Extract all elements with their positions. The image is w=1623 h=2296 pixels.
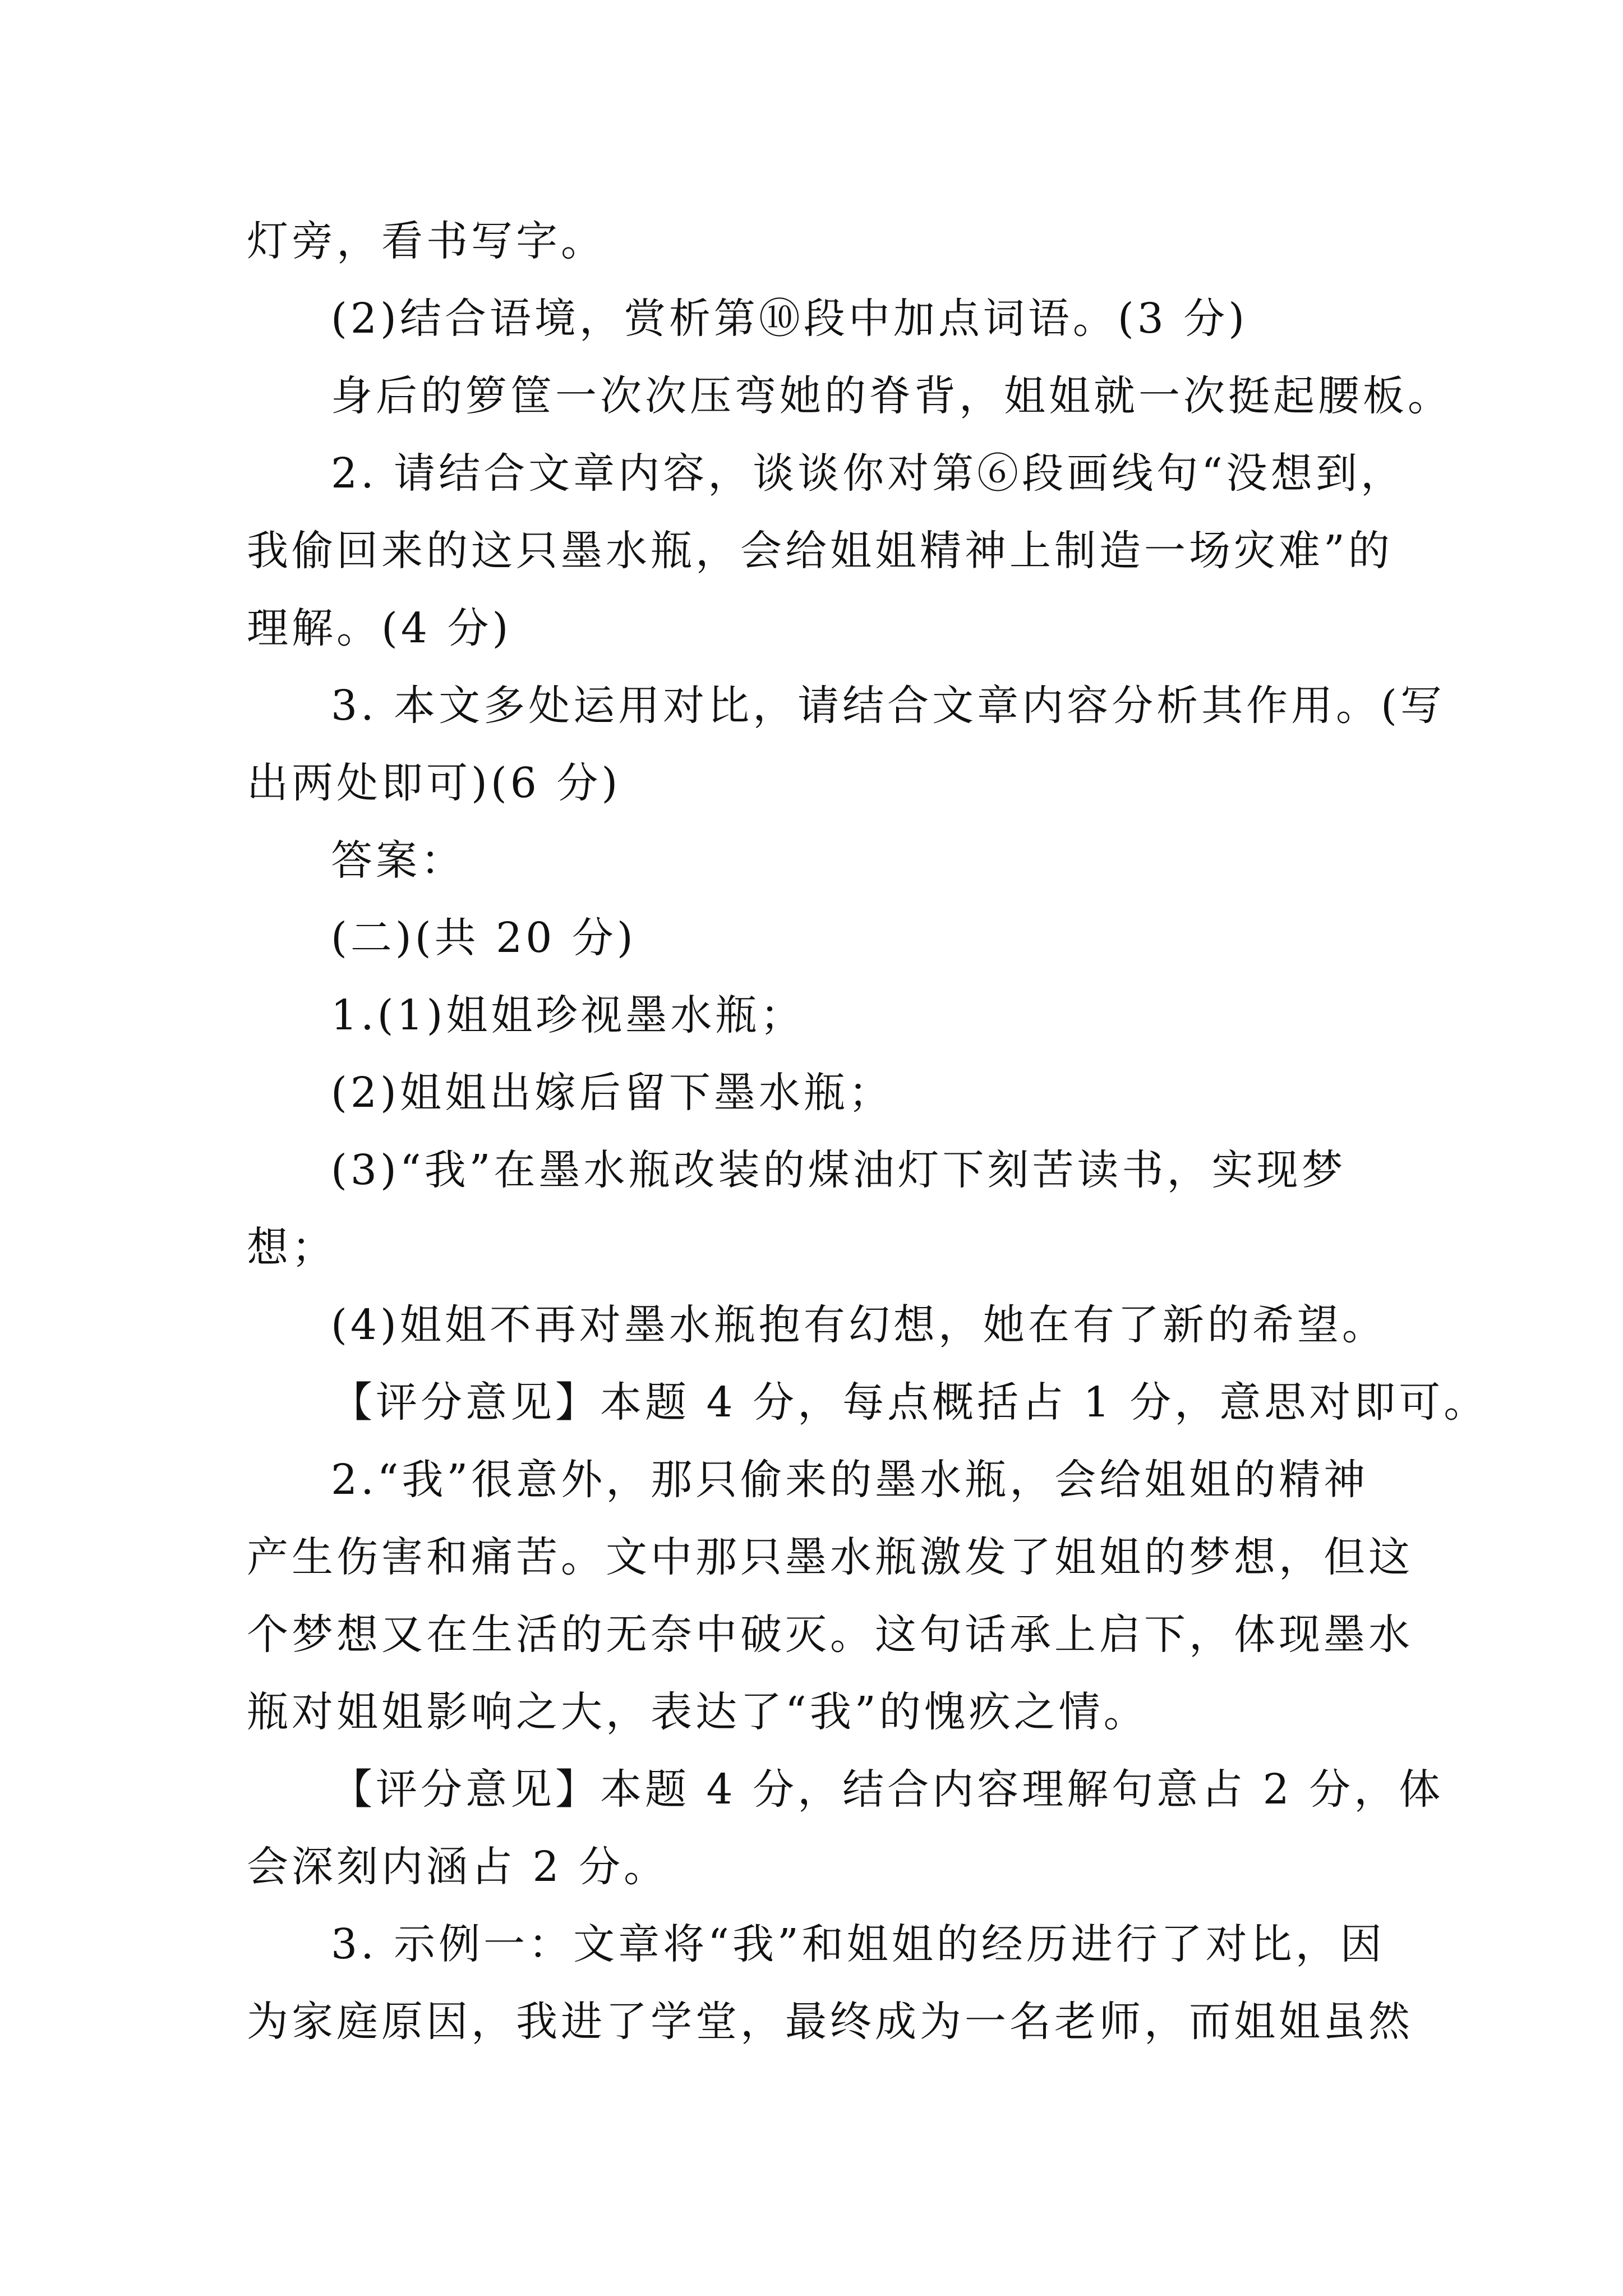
scoring-note: 【评分意见】本题 4 分，结合内容理解句意占 2 分，体: [331, 1765, 1444, 1814]
question-text: 理解。(4 分): [247, 604, 512, 652]
answer-text: 为家庭原因，我进了学堂，最终成为一名老师，而姐姐虽然: [247, 1998, 1413, 2046]
answer-heading: 答案：: [331, 836, 465, 885]
question-text: 出两处即可)(6 分): [247, 759, 621, 807]
question-text: 3. 本文多处运用对比，请结合文章内容分析其作用。(写: [331, 682, 1445, 730]
answer-text: 瓶对姐姐影响之大，表达了“我”的愧疚之情。: [247, 1688, 1149, 1736]
quoted-sentence: 身后的箩筐一次次压弯她的脊背，姐姐就一次挺起腰板。: [331, 372, 1453, 420]
question-text: (2)结合语境，赏析第⑩段中加点词语。(3 分): [331, 295, 1248, 343]
scoring-note: 【评分意见】本题 4 分，每点概括占 1 分，意思对即可。: [331, 1378, 1489, 1427]
scoring-note: 会深刻内涵占 2 分。: [247, 1843, 669, 1891]
answer-text: 产生伤害和痛苦。文中那只墨水瓶激发了姐姐的梦想，但这: [247, 1533, 1413, 1581]
text-line: 灯旁，看书写字。: [247, 217, 606, 265]
question-text: 2. 请结合文章内容，谈谈你对第⑥段画线句“没想到，: [331, 449, 1405, 498]
answer-text: 2.“我”很意外，那只偷来的墨水瓶，会给姐姐的精神: [331, 1456, 1369, 1504]
question-text: 我偷回来的这只墨水瓶，会给姐姐精神上制造一场灾难”的: [247, 527, 1393, 575]
answer-text: 1.(1)姐姐珍视墨水瓶；: [331, 991, 805, 1039]
answer-text: 3. 示例一：文章将“我”和姐姐的经历进行了对比，因: [331, 1920, 1385, 1968]
section-score: (二)(共 20 分): [331, 914, 637, 962]
answer-text: 想；: [247, 1223, 336, 1272]
answer-text: 个梦想又在生活的无奈中破灭。这句话承上启下，体现墨水: [247, 1611, 1413, 1659]
answer-text: (2)姐姐出嫁后留下墨水瓶；: [331, 1069, 893, 1117]
answer-text: (4)姐姐不再对墨水瓶抱有幻想，她在有了新的希望。: [331, 1301, 1387, 1349]
answer-text: (3)“我”在墨水瓶改装的煤油灯下刻苦读书，实现梦: [331, 1146, 1347, 1194]
